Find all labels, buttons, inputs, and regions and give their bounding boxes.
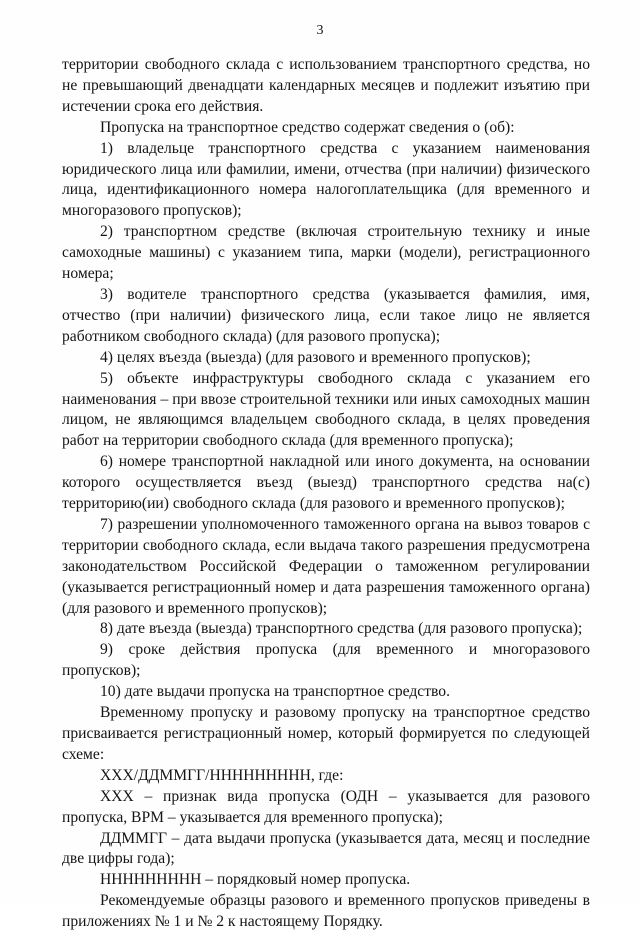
list-item-customs-permit: 7) разрешении уполномоченного таможенного органа на вывоз товаров с территории свободного склада, если выдача такого разрешения предусмотрена законодательством Российской Федерации о таможенном регулировании (указывается регистрационный номер и дата разрешения таможенного органа) (для разового и временного пропусков); [62,515,590,617]
list-item-infrastructure: 5) объекте инфраструктуры свободного склада с указанием его наименования – при ввозе строительной техники или иных самоходных машин лицом, не являющимся владельцем свободного склада, в целях проведения работ на территории свободного склада (для временного пропуска); [62,369,590,450]
list-item-purpose: 4) целях въезда (выезда) (для разового и временного пропусков); [100,348,531,366]
list-item-entry-date: 8) дате въезда (выезда) транспортного средства (для разового пропуска); [100,620,583,638]
list-item-vehicle: 2) транспортном средстве (включая строительную технику и иные самоходные машины) с указанием типа, марки (модели), регистрационного номера; [62,223,590,283]
paragraph-sample-forms: Рекомендуемые образцы разового и временного пропусков приведены в приложениях № 1 и № 2 к настоящему Порядку. [62,892,590,931]
paragraph-number-scheme: ХХХ/ДДММГГ/ННННННННН, где: [100,766,344,784]
paragraph-registration-number: Временному пропуску и разовому пропуску на транспортное средство присваивается регистрационный номер, который формируется по следующей схеме: [62,704,590,763]
paragraph-validity-continuation: территории свободного склада с использованием транспортного средства, но не превышающий двенадцати календарных месяцев и подлежит изъятию при истечении срока его действия. [62,56,590,115]
list-item-issue-date: 10) дате выдачи пропуска на транспортное средство. [100,683,450,701]
list-item-driver: 3) водителе транспортного средства (указывается фамилия, имя, отчество (при наличии) физического лица, если такое лицо не является работником свободного склада) (для разового пропуска); [62,285,590,345]
paragraph-scheme-xxx: ХХХ – признак вида пропуска (ОДН – указывается для разового пропуска, ВРМ – указывается для временного пропуска); [62,787,590,826]
document-body [62,55,590,933]
list-item-owner: 1) владельце транспортного средства с указанием наименования юридического лица или фамилии, имени, отчества (при наличии) физического лица, идентификационного номера налогоплательщика (для временного и многоразового пропусков); [62,139,590,220]
paragraph-scheme-serial: ННННННННН – порядковый номер пропуска. [100,871,411,889]
list-item-validity-period: 9) сроке действия пропуска (для временного и многоразового пропусков); [62,641,590,680]
page-number: 3 [316,23,324,38]
list-item-waybill: 6) номере транспортной накладной или иного документа, на основании которого осуществляется въезд (выезд) транспортного средства на(с) территорию(ии) свободного склада (для разового и временного пропусков); [62,453,590,513]
paragraph-pass-contents-intro: Пропуска на транспортное средство содержат сведения о (об): [100,118,515,136]
paragraph-scheme-date: ДДММГГ – дата выдачи пропуска (указывается дата, месяц и последние две цифры года); [62,829,590,868]
